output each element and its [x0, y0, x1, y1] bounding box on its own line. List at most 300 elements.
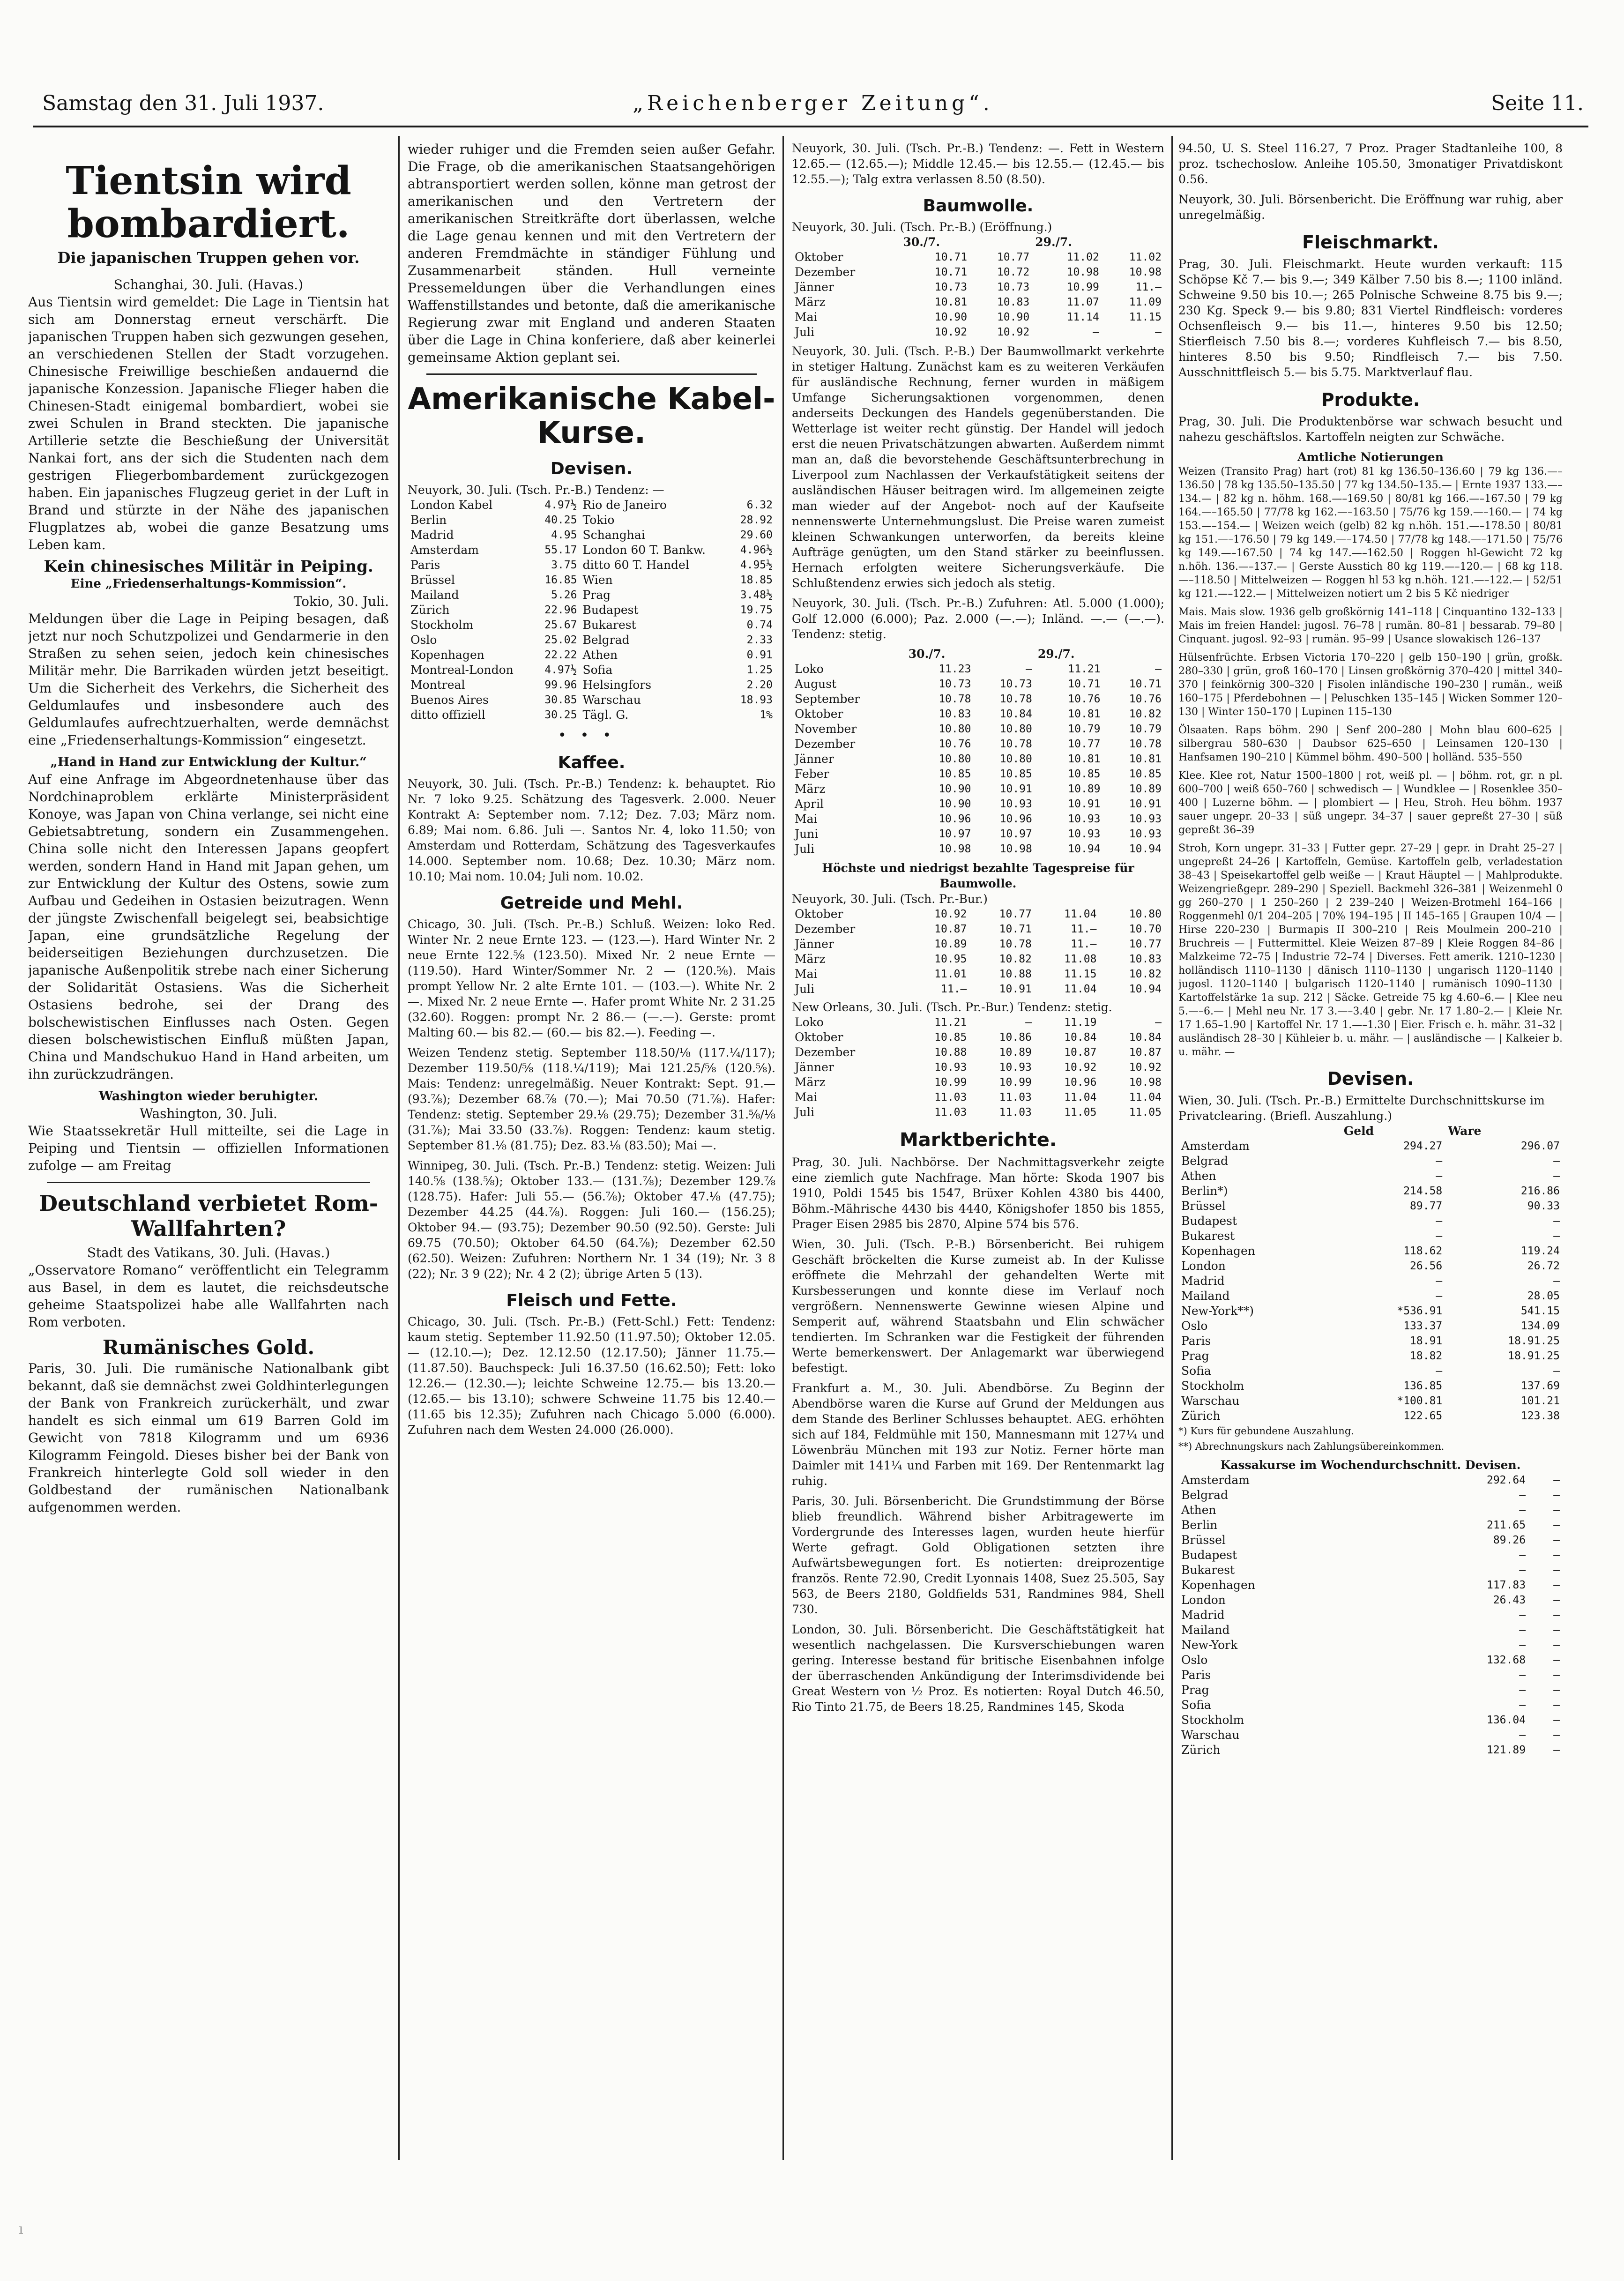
- price-list: Klee. Klee rot, Natur 1500–1800 | rot, weiß pl. — | böhm. rot, gr. n pl. 600–700 | weiß 650–760 | schwedisch — | Wundklee — | Rosenklee 350–400 | Luzerne böhm. — | plombiert — | Heu, Stroh. Heu böhm. 1937 sauer ungepr. 20–33 | süß ungepr. 34–37 | sauer gepreßt 27–30 | süß gepreßt 36–39: [1178, 770, 1563, 836]
- table-cell: 26.56: [1410, 1260, 1443, 1272]
- table-cell: März: [795, 295, 826, 309]
- table-cell: 10.98: [1066, 266, 1099, 278]
- table-cell: 296.07: [1520, 1140, 1560, 1152]
- market-text: Weizen Tendenz stetig. September 118.50/⅛ (117.¼/117); Dezember 119.50/⅝ (118.¼/119); Mai 121.25/⅝ (120.⅝). Mais: Tendenz: unregelmäßig. Neuer Kontrakt: Sept. 91.— (93.⅞); Dezember 68.⅞ (70.—); Mai 70.50 (71.⅞). Hafer: Tendenz: stetig. September 29.⅛ (29.75); Dezember 31.⅝/⅛ (31.⅞); Mai 33.50 (33.⅞). Roggen: Tendenz: kaum stetig. September 81.⅛ (81.75); Dez. 83.⅛ (83.50); Mai —.: [408, 1046, 775, 1152]
- table-cell: 10.71: [1068, 678, 1101, 690]
- table-cell: —: [1553, 1474, 1560, 1486]
- table-cell: 10.92: [997, 326, 1030, 338]
- table-cell: —: [1155, 326, 1162, 338]
- table-row: [1178, 1244, 1563, 1259]
- table-cell: Oktober: [795, 1030, 843, 1044]
- table-cell: Oktober: [795, 907, 843, 921]
- table-cell: Stockholm: [1181, 1379, 1244, 1393]
- table-cell: —: [1553, 1489, 1560, 1501]
- table-cell: 10.71: [934, 251, 968, 263]
- table-row: [408, 693, 775, 708]
- table-cell: 10.85: [939, 768, 971, 780]
- table-row: [1178, 1379, 1563, 1394]
- column-header: 29./7.: [1037, 647, 1075, 661]
- table-cell: Montreal: [410, 678, 465, 692]
- footnote: *) Kurs für gebundene Auszahlung.: [1178, 1425, 1354, 1437]
- market-text: Neuyork, 30. Juli. (Tsch. Pr.-B.) Tendenz: —. Fett in Western 12.65.— (12.65.—); Middle 12.45.— bis 12.55.— (12.45.— bis 12.55.—); Talg extra verlassen 8.50 (8.50).: [792, 142, 1164, 186]
- table-cell: 10.91: [1129, 798, 1162, 810]
- table-cell: 4.95: [551, 529, 577, 541]
- table-cell: 10.71: [934, 266, 968, 278]
- market-text: Wien, 30. Juli. (Tsch. P.-B.) Börsenbericht. Bei ruhigem Geschäft bröckelten die Kurse zumeist ab. In der Kulisse eröffnete die Mehrzahl der gehandelten Werte mit Kursbesserungen und konnte diese im Verlauf noch vergrößern. Nennenswerte Gewinne wiesen Alpine und Semperit auf, während Staatsbahn und Elin schwächer tendierten. Im Schranken war die Festigkeit der führenden Werte bemerkenswert. Der Anlagemarkt war überwiegend befestigt.: [792, 1237, 1164, 1375]
- table-cell: 4.95½: [740, 559, 773, 571]
- section-headline: Getreide und Mehl.: [500, 894, 683, 913]
- column-header: [1102, 235, 1164, 250]
- table-row: [792, 295, 1164, 310]
- table-cell: 10.78: [1129, 738, 1162, 750]
- table-cell: —: [1553, 1609, 1560, 1621]
- table-cell: Brüssel: [410, 573, 455, 587]
- table-cell: 19.75: [740, 604, 773, 616]
- table-cell: August: [795, 677, 837, 691]
- table-cell: 11.09: [1129, 296, 1162, 308]
- table-cell: 10.97: [999, 828, 1032, 840]
- table-cell: 541.15: [1520, 1305, 1560, 1317]
- table-row: [408, 618, 775, 633]
- section-subheadline: Amtliche Notierungen: [1297, 450, 1444, 464]
- table-cell: März: [795, 782, 826, 796]
- table-cell: —: [1025, 1016, 1032, 1029]
- table-row: [408, 558, 775, 573]
- section-headline: Kaffee.: [558, 753, 626, 772]
- table-cell: Jänner: [795, 1060, 834, 1074]
- table-cell: 10.90: [939, 783, 971, 795]
- section-headline: Fleisch und Fette.: [506, 1291, 677, 1310]
- table-cell: 10.92: [934, 908, 967, 920]
- table-cell: 118.62: [1403, 1245, 1443, 1257]
- table-row: [1178, 1488, 1563, 1503]
- price-list: Hülsenfrüchte. Erbsen Victoria 170–220 | gelb 150–190 | grün, großk. 280–330 | grün, groß 160–170 | Linsen großkörnig 370–420 | mittel 340–370 | feinkörnig 300–320 | Fisolen inländische 190–230 | rumän., weiß 160–175 | Pferdebohnen — | Peluschken 135–145 | Wicken Sommer 120–130 | Winter 150–170 | Lupinen 115–130: [1178, 652, 1563, 718]
- table-cell: Madrid: [1181, 1608, 1225, 1622]
- table-cell: 11.—: [1071, 938, 1097, 950]
- table-cell: 10.92: [934, 326, 968, 338]
- table-cell: 11.05: [1064, 1106, 1097, 1118]
- table-cell: Madrid: [410, 528, 454, 542]
- table-cell: 18.85: [740, 574, 773, 586]
- table-cell: Juli: [795, 982, 815, 996]
- table-cell: Helsingfors: [582, 678, 652, 692]
- table-cell: 11.—: [941, 983, 967, 995]
- table-cell: 10.89: [934, 938, 967, 950]
- table-cell: —: [1436, 1290, 1443, 1302]
- table-cell: Amsterdam: [1181, 1473, 1250, 1487]
- table-cell: 11.07: [1066, 296, 1099, 308]
- table-cell: —: [1519, 1669, 1526, 1681]
- table-cell: —: [1519, 1549, 1526, 1561]
- table-row: [792, 1060, 1164, 1075]
- table-cell: —: [1519, 1504, 1526, 1516]
- table-cell: 133.37: [1403, 1320, 1443, 1332]
- table-row: [1178, 1349, 1563, 1364]
- table-cell: 10.78: [939, 693, 971, 705]
- table-row: [408, 528, 775, 543]
- table-cell: 10.81: [1068, 753, 1101, 765]
- table-cell: Oktober: [795, 707, 843, 721]
- table-cell: 90.33: [1527, 1200, 1560, 1212]
- table-cell: 216.86: [1520, 1185, 1560, 1197]
- table-row: [792, 782, 1164, 797]
- table-cell: 10.93: [1129, 813, 1162, 825]
- table-cell: 0.91: [746, 649, 773, 661]
- table-row: [1178, 1743, 1563, 1758]
- table-cell: 11.—: [1071, 923, 1097, 935]
- section-subheadline: Kassakurse im Wochendurchschnitt. Devisen.: [1220, 1458, 1521, 1472]
- table-cell: Zürich: [1181, 1743, 1221, 1757]
- table-cell: 3.75: [551, 559, 577, 571]
- table-row: [1178, 1578, 1563, 1593]
- table-cell: Warschau: [582, 693, 641, 707]
- table-row: [792, 692, 1164, 707]
- table-cell: Oslo: [1181, 1653, 1208, 1667]
- table-cell: 11.15: [1064, 968, 1097, 980]
- table-cell: 25.67: [544, 619, 577, 631]
- market-text: Chicago, 30. Juli. (Tsch. Pr.-B.) Schluß. Weizen: loko Red. Winter Nr. 2 neue Ernte 123. — (123.—). Hard Winter Nr. 2 neue Ernte 122.⅝ (123.50). Mixed Nr. 2 neue Ernte — (119.50). Hard Winter/Sommer Nr. 2 — (120.⅝). Mais prompt Yellow Nr. 2 alte Ernte 101. — (103.—). White Nr. 2 —. Mixed Nr. 2 neue Ernte —. Hafer promt White Nr. 2 31.25 (32.60). Roggen: prompt Nr. 2 86.— (—.—). Gerste: promt Malting 60.— bis 82.— (60.— bis 82.—). Feeding —.: [408, 917, 775, 1039]
- table-cell: 10.99: [1066, 281, 1099, 293]
- table-cell: Jänner: [795, 280, 834, 294]
- table-cell: —: [1155, 1016, 1162, 1029]
- table-cell: Athen: [1181, 1503, 1216, 1517]
- table-cell: 11.08: [1064, 953, 1097, 965]
- table-cell: —: [1553, 1519, 1560, 1531]
- table-cell: Athen: [582, 648, 618, 662]
- table-cell: —: [1519, 1489, 1526, 1501]
- market-text: 94.50, U. S. Steel 116.27, 7 Proz. Prager Stadtanleihe 100, 8 proz. tschechoslow. Anleihe 105.50, 3monatiger Privatdiskont 0.56.: [1178, 142, 1563, 186]
- table-cell: Amsterdam: [410, 543, 479, 557]
- table-cell: Prag: [582, 588, 611, 602]
- table-row: [792, 812, 1164, 827]
- column-3: [792, 141, 1164, 2193]
- table-row: [1178, 1229, 1563, 1244]
- table-cell: 10.88: [999, 968, 1032, 980]
- table-cell: Bukarest: [1181, 1563, 1235, 1577]
- table-cell: 10.93: [1068, 813, 1101, 825]
- market-text: Chicago, 30. Juli. (Tsch. Pr.-B.) (Fett-Schl.) Fett: Tendenz: kaum stetig. September 11.92.50 (11.97.50); Oktober 12.05.— (12.10.—); Dez. 12.12.50 (12.17.50); Jänner 11.75.— (11.87.50). Bauchspeck: Juli 16.37.50 (16.62.50); Fett: loko 12.26.— (12.30.—); leichte Schweine 12.75.— bis 13.20.— (12.65.— bis 13.10); schwere Schweine 11.75 bis 12.40.— (11.65 bis 12.35); Zufuhren nach Chicago 5.000 (6.000). Zufuhren nach dem Westen 24.000 (26.000).: [408, 1315, 775, 1437]
- table-cell: Paris: [1181, 1668, 1211, 1682]
- table-row: [792, 842, 1164, 857]
- table-cell: 10.96: [1064, 1076, 1097, 1088]
- table-cell: 294.27: [1403, 1140, 1443, 1152]
- table-cell: —: [1436, 1230, 1443, 1242]
- table-row: [1178, 1608, 1563, 1623]
- table-row: [1178, 1199, 1563, 1214]
- table-cell: 11.03: [999, 1091, 1032, 1103]
- table-cell: 10.77: [1129, 938, 1162, 950]
- table-row: [408, 543, 775, 558]
- table-cell: 10.82: [1129, 968, 1162, 980]
- table-cell: 3.48½: [740, 589, 773, 601]
- table-cell: 10.94: [1068, 843, 1101, 855]
- table-cell: —: [1519, 1624, 1526, 1636]
- table-cell: 6.32: [746, 499, 773, 511]
- table-cell: 4.97½: [544, 664, 577, 676]
- vienna-currency-table: [1178, 1124, 1563, 1424]
- table-header-row: [792, 647, 1164, 662]
- table-cell: Schanghai: [582, 528, 645, 542]
- table-row: [1178, 1364, 1563, 1379]
- table-cell: —: [1553, 1639, 1560, 1651]
- table-cell: 30.25: [544, 709, 577, 721]
- table-cell: 211.65: [1486, 1519, 1526, 1531]
- table-cell: —: [1553, 1714, 1560, 1726]
- price-list: Ölsaaten. Raps böhm. 290 | Senf 200–280 | Mohn blau 600–625 | silbergrau 580–630 | Daubsor 625–650 | Leinsamen 120–130 | Hanfsamen 190–210 | Kümmel böhm. 490–500 | holländ. 535–550: [1178, 724, 1563, 763]
- table-cell: 10.92: [1064, 1061, 1097, 1073]
- table-cell: 10.85: [934, 1031, 967, 1044]
- table-cell: —: [1436, 1155, 1443, 1167]
- table-cell: —: [1553, 1729, 1560, 1741]
- table-row: [1178, 1728, 1563, 1743]
- table-cell: 10.87: [1129, 1046, 1162, 1059]
- section-headline: Rumänisches Gold.: [102, 1336, 315, 1359]
- main-headline: Tientsin wird bombardiert.: [66, 158, 351, 246]
- dateline: Stadt des Vatikans, 30. Juli. (Havas.): [87, 1245, 330, 1260]
- table-cell: 10.84: [1129, 1031, 1162, 1044]
- table-cell: —: [1519, 1699, 1526, 1711]
- table-cell: Budapest: [582, 603, 639, 617]
- table-cell: 22.22: [544, 649, 577, 661]
- table-row: [792, 325, 1164, 340]
- table-cell: —: [1553, 1230, 1560, 1242]
- table-row: [1178, 1623, 1563, 1638]
- table-cell: Loko: [795, 1015, 824, 1029]
- table-cell: —: [1436, 1170, 1443, 1182]
- table-cell: 10.76: [1068, 693, 1101, 705]
- table-cell: 26.72: [1527, 1260, 1560, 1272]
- column-divider: [1171, 136, 1173, 2160]
- dateline: Washington, 30. Juli.: [140, 1106, 277, 1121]
- article-paragraph: Wie Staatssekretär Hull mitteilte, sei die Lage in Peiping und Tientsin — offiziellen Informationen zufolge — am Freitag: [28, 1123, 389, 1173]
- market-text: Neuyork, 30. Juli. (Tsch. P.-B.) Der Baumwollmarkt verkehrte in stetiger Haltung. Zunächst kam es zu weiteren Verkäufen für ausländische Rechnung, ferner wurden in mäßigem Umfange Sicherungsaktionen vorgenommen, denen anderseits Deckungen des Handels gegenüberstanden. Die Wetterlage ist weiter recht günstig. Der Handel will jedoch erst die neuen Privatschätzungen abwarten. Außerdem nimmt man an, daß die bevorstehende Geschäftsunterbrechung in Liverpool zum Nachlassen der Verkaufstätigkeit seitens der ausländischen Häuser beitragen wird. Im allgemeinen zeigte man wieder auf der Angebot- noch auf der Kaufseite nennenswerte Unternehmungslust. Die Preise waren zumeist kleinen Schwankungen unterworfen, da bereits kleine Aufträge genügten, um den Stand stärker zu beeinflussen. Hernach erfolgten weitere Sicherungsverkäufe. Die Schlußtendenz erwies sich jedoch als stetig.: [792, 344, 1164, 590]
- table-row: [408, 663, 775, 678]
- column-header: [970, 235, 1032, 250]
- table-cell: Rio de Janeiro: [582, 498, 667, 512]
- table-cell: London Kabel: [410, 498, 493, 512]
- table-cell: 22.96: [544, 604, 577, 616]
- table-cell: 10.91: [1068, 798, 1101, 810]
- table-cell: Budapest: [1181, 1548, 1237, 1562]
- table-cell: 214.58: [1403, 1185, 1443, 1197]
- table-cell: 26.43: [1493, 1594, 1526, 1606]
- table-cell: 10.83: [939, 708, 971, 720]
- section-headline: Devisen.: [1327, 1068, 1414, 1089]
- currency-table: [408, 498, 775, 723]
- table-cell: New-York: [1181, 1638, 1238, 1652]
- table-cell: 11.21: [1068, 663, 1101, 675]
- table-cell: 10.73: [997, 281, 1030, 293]
- vienna-weekly-table: [1178, 1473, 1563, 1758]
- market-intro: Neuyork, 30. Juli. (Tsch. Pr.-B.) Zufuhren: Atl. 5.000 (1.000); Golf 12.000 (6.000); Paz. 2.000 (—.—); Inländ. —.— (—.—). Tendenz: stetig.: [792, 596, 1164, 641]
- table-cell: *100.81: [1397, 1395, 1443, 1407]
- cotton-range-table: [792, 907, 1164, 997]
- table-cell: 5.26: [551, 589, 577, 601]
- issue-date: Samstag den 31. Juli 1937.: [42, 91, 324, 115]
- table-cell: 30.85: [544, 694, 577, 706]
- price-list: Mais. Mais slow. 1936 gelb großkörnig 141–118 | Cinquantino 132–133 | Mais im freien Handel: jugosl. 76–78 | rumän. 80–81 | bessarab. 79–80 | Cinquant. jugosl. 92–93 | rumän. 95–99 | Usance slowakisch 126–137: [1178, 606, 1563, 645]
- table-cell: Dezember: [795, 265, 856, 279]
- table-cell: 10.81: [1068, 708, 1101, 720]
- table-row: [1178, 1473, 1563, 1488]
- table-row: [792, 752, 1164, 767]
- table-cell: —: [1519, 1564, 1526, 1576]
- table-cell: 18.91: [1410, 1335, 1443, 1347]
- table-row: [792, 797, 1164, 812]
- section-headline: Höchste und niedrigst bezahlte Tagespreise für Baumwolle.: [822, 861, 1134, 890]
- table-cell: 101.21: [1520, 1395, 1560, 1407]
- table-cell: 10.89: [1068, 783, 1101, 795]
- table-cell: 11.15: [1129, 311, 1162, 323]
- table-row: [792, 280, 1164, 295]
- table-cell: —: [1553, 1215, 1560, 1227]
- table-row: [792, 707, 1164, 722]
- table-row: [408, 648, 775, 663]
- table-cell: 10.82: [1129, 708, 1162, 720]
- table-cell: 18.91.25: [1508, 1350, 1560, 1362]
- table-cell: 10.91: [999, 983, 1032, 995]
- table-cell: 10.70: [1129, 923, 1162, 935]
- table-cell: 10.80: [999, 723, 1032, 735]
- table-cell: 10.90: [939, 798, 971, 810]
- table-row: [1178, 1593, 1563, 1608]
- table-cell: 10.95: [934, 953, 967, 965]
- table-cell: 10.98: [1129, 266, 1162, 278]
- table-cell: 10.72: [997, 266, 1030, 278]
- column-header: [792, 647, 906, 662]
- table-row: [792, 937, 1164, 952]
- column-header: [974, 647, 1035, 662]
- margin-mark: ı: [19, 2221, 23, 2237]
- column-header: 30./7.: [908, 647, 946, 661]
- table-row: [792, 1045, 1164, 1060]
- table-row: [1178, 1683, 1563, 1698]
- table-row: [1178, 1503, 1563, 1518]
- table-cell: —: [1436, 1215, 1443, 1227]
- table-row: [1178, 1653, 1563, 1668]
- table-cell: Prag: [1181, 1349, 1209, 1363]
- table-cell: 123.38: [1520, 1410, 1560, 1422]
- table-row: [408, 573, 775, 588]
- table-cell: 11.—: [1135, 281, 1162, 293]
- table-cell: 10.78: [999, 693, 1032, 705]
- table-cell: 10.94: [1129, 843, 1162, 855]
- table-cell: Oslo: [1181, 1319, 1208, 1333]
- article-paragraph: wieder ruhiger und die Fremden seien außer Gefahr. Die Frage, ob die amerikanischen Staatsangehörigen abtransportiert werden sollen, könne man getrost der amerikanischen und den Vertretern der amerikanischen Streitkräfte dort überlassen, welche die Lage genau kennen und mit den Vertretern der anderen Fremdmächte in ständiger Fühlung und Zusammenarbeit ständen. Hull verneinte Pressemeldungen über die Verhandlungen eines Waffenstillstandes und betonte, daß die amerikanische Regierung zwar mit England und anderen Staaten über die Lage in China konferiere, daß aber keinerlei gemeinsame Aktion geplant sei.: [408, 142, 775, 365]
- table-cell: 1%: [760, 709, 773, 721]
- table-cell: —: [1093, 326, 1099, 338]
- table-cell: Dezember: [795, 1045, 856, 1059]
- table-cell: Stockholm: [410, 618, 474, 632]
- table-row: [1178, 1563, 1563, 1578]
- table-row: [1178, 1638, 1563, 1653]
- section-title: Amerikanische Kabel-Kurse.: [408, 382, 775, 450]
- table-cell: 10.93: [934, 1061, 967, 1073]
- table-row: [792, 662, 1164, 677]
- table-cell: 2.33: [746, 634, 773, 646]
- table-cell: —: [1553, 1275, 1560, 1287]
- column-header: 30./7.: [903, 235, 940, 249]
- table-cell: 11.19: [1064, 1016, 1097, 1029]
- table-cell: 10.85: [1129, 768, 1162, 780]
- column-header: [1103, 647, 1164, 662]
- table-cell: Belgrad: [1181, 1488, 1229, 1502]
- market-intro: New Orleans, 30. Juli. (Tsch. Pr.-Bur.) Tendenz: stetig.: [792, 1000, 1112, 1014]
- table-cell: Kopenhagen: [1181, 1578, 1255, 1592]
- table-cell: 10.99: [999, 1076, 1032, 1088]
- table-cell: 10.73: [939, 678, 971, 690]
- table-row: [408, 603, 775, 618]
- page-number: Seite 11.: [1491, 91, 1584, 115]
- table-cell: 4.97½: [544, 499, 577, 511]
- table-row: [408, 513, 775, 528]
- table-row: [1178, 1259, 1563, 1274]
- table-row: [1178, 1214, 1563, 1229]
- table-row: [792, 310, 1164, 325]
- column-2: [408, 141, 775, 2193]
- table-cell: London 60 T. Bankw.: [582, 543, 706, 557]
- table-cell: 10.78: [999, 738, 1032, 750]
- table-cell: Oktober: [795, 250, 843, 264]
- table-cell: 10.76: [939, 738, 971, 750]
- table-header-row: [792, 235, 1164, 250]
- table-cell: 10.84: [1064, 1031, 1097, 1044]
- table-cell: September: [795, 692, 860, 706]
- divider: [426, 373, 757, 375]
- table-cell: 119.24: [1520, 1245, 1560, 1257]
- dateline: Tokio, 30. Juli.: [293, 594, 389, 609]
- table-cell: —: [1436, 1365, 1443, 1377]
- table-row: [1178, 1394, 1563, 1409]
- table-cell: Madrid: [1181, 1274, 1225, 1288]
- market-text: Prag, 30. Juli. Die Produktenbörse war schwach besucht und nahezu geschäftslos. Kartoffeln neigten zur Schwäche.: [1178, 415, 1563, 444]
- table-cell: 29.60: [740, 529, 773, 541]
- table-cell: 4.96½: [740, 544, 773, 556]
- table-cell: Berlin: [410, 513, 447, 527]
- table-cell: —: [1519, 1639, 1526, 1651]
- price-list: Stroh, Korn ungepr. 31–33 | Futter gepr. 27–29 | gepr. in Draht 25–27 | ungepreßt 24–26 | Kartoffeln, Gemüse. Kartoffeln gelb, verladestation 38–43 | Speisekartoffel gelb weiße — | Kraut Häuptel — | Mahlprodukte. Weizengrießgepr. 289–290 | Speziell. Backmehl 326–381 | Weizenmehl 0 gg 260–270 | 1 250–260 | 2 239–240 | Weizen-Brotmehl 164–166 | Roggenmehl 0/1 204–205 | 70% 194–195 | II 145–165 | Graupen 10/4 — | Hirse 220–230 | Burmapis II 300–210 | Reis Moulmein 200–210 | Bruchreis — | Futtermittel. Kleie Weizen 87–89 | Kleie Roggen 84–86 | Malzkeime 72–75 | Industrie 72–74 | Diverses. Fett amerik. 1210–1230 | holländisch 1110–1130 | dänisch 1110–1130 | ungarisch 1120–1140 | jugosl. 1120–1140 | bulgarisch 1120–1140 | rumänisch 1090–1130 | Kartoffelstärke 1a sup. 212 | Säcke. Getreide 75 kg 4.60–6.— | Klee neu 5.—–6.— | Mehl neu Nr. 17 3.—–3.40 | gebr. Nr. 17 1.80–2.— | Kleie Nr. 17 1.65–1.90 | Kartoffel Nr. 17 1.—–1.30 | Eier. Frisch e. h. mähr. 31–32 | ausländisch 28–30 | Kühleier b. u. mähr. — | ausländische — | Kalkeier b. u. mähr. —: [1178, 842, 1563, 1058]
- table-cell: Montreal-London: [410, 663, 514, 677]
- table-cell: —: [1553, 1684, 1560, 1696]
- table-row: [1178, 1289, 1563, 1304]
- table-cell: Juli: [795, 1105, 815, 1119]
- table-row: [1178, 1184, 1563, 1199]
- table-row: [792, 952, 1164, 967]
- table-row: [1178, 1533, 1563, 1548]
- table-cell: 10.96: [939, 813, 971, 825]
- table-cell: 137.69: [1520, 1380, 1560, 1392]
- footnote: **) Abrechnungskurs nach Zahlungsübereinkommen.: [1178, 1441, 1445, 1452]
- table-cell: 11.02: [1129, 251, 1162, 263]
- table-cell: März: [795, 952, 826, 966]
- table-cell: Wien: [582, 573, 613, 587]
- table-row: [1178, 1698, 1563, 1713]
- table-cell: Athen: [1181, 1169, 1216, 1183]
- table-row: [792, 265, 1164, 280]
- table-cell: 292.64: [1486, 1474, 1526, 1486]
- table-cell: Tägl. G.: [582, 708, 629, 722]
- table-cell: 10.71: [1129, 678, 1162, 690]
- table-cell: 10.90: [997, 311, 1030, 323]
- table-cell: Jänner: [795, 937, 834, 951]
- table-cell: —: [1026, 663, 1032, 675]
- cotton-table: [792, 647, 1164, 857]
- market-intro: Neuyork, 30. Juli. (Tsch. Pr.-B.) Tendenz: —: [408, 483, 664, 497]
- table-cell: ditto 60 T. Handel: [582, 558, 689, 572]
- table-row: [792, 922, 1164, 937]
- table-cell: —: [1553, 1744, 1560, 1756]
- table-cell: Juli: [795, 842, 815, 856]
